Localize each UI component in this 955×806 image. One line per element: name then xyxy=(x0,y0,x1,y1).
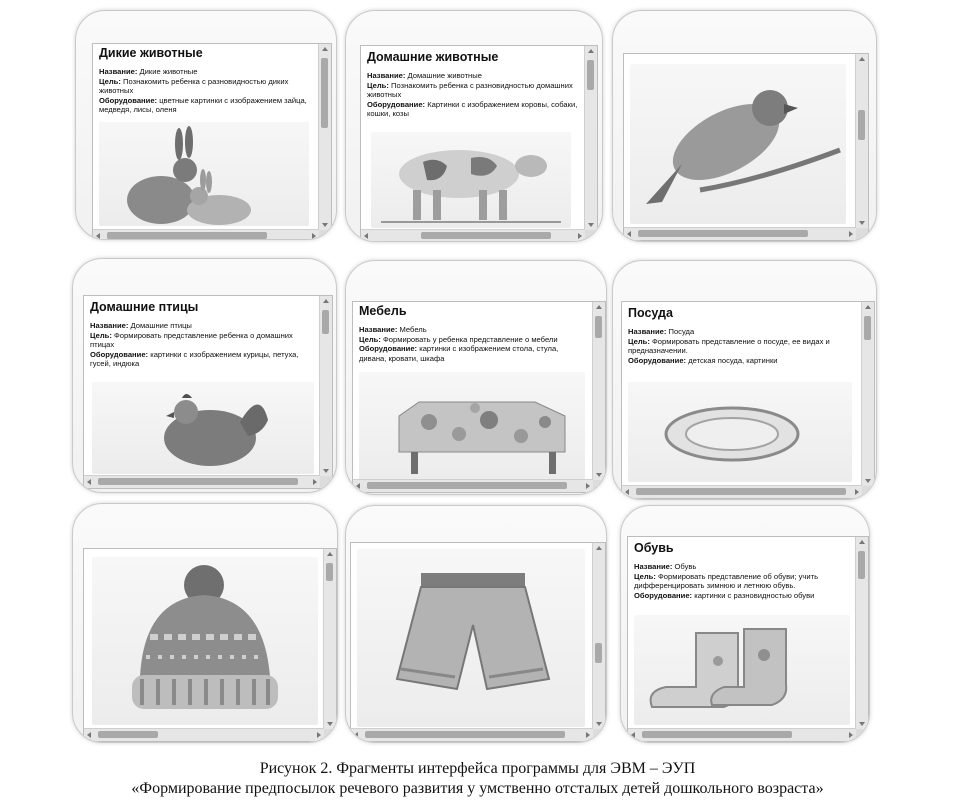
scroll-thumb[interactable] xyxy=(107,232,267,239)
felt-boots-picture xyxy=(634,615,850,725)
card-bird xyxy=(612,10,877,242)
vertical-scrollbar[interactable] xyxy=(584,46,597,230)
scroll-corner xyxy=(585,230,597,242)
cow-picture xyxy=(371,132,571,228)
equipment-line: Оборудование: картинки с разновидностью обуви xyxy=(634,590,815,600)
scroll-right-icon[interactable] xyxy=(586,732,590,738)
shorts-picture xyxy=(357,549,585,727)
equipment-line: Оборудование: Картинки с изображением коровы, собаки, кошки, козы xyxy=(367,99,578,119)
goal-line: Цель: Формировать представление о посуде, ее видах и предназначении. xyxy=(628,336,830,356)
card-window xyxy=(627,536,869,742)
scroll-thumb[interactable] xyxy=(322,310,329,334)
scroll-down-icon[interactable] xyxy=(859,221,865,225)
scroll-thumb[interactable] xyxy=(326,563,333,581)
card-window xyxy=(360,45,598,242)
scroll-right-icon[interactable] xyxy=(855,489,859,495)
rabbits-picture xyxy=(99,122,309,226)
scroll-thumb[interactable] xyxy=(642,731,792,738)
scroll-up-icon[interactable] xyxy=(322,47,328,51)
horizontal-scrollbar[interactable] xyxy=(84,728,324,741)
scroll-up-icon[interactable] xyxy=(859,540,865,544)
scroll-up-icon[interactable] xyxy=(327,552,333,556)
card-window xyxy=(92,43,332,240)
scroll-right-icon[interactable] xyxy=(586,483,590,489)
card-wild-animals xyxy=(75,10,337,240)
horizontal-scrollbar[interactable] xyxy=(84,475,320,488)
name-line: Название: Домашние животные xyxy=(367,71,482,80)
scroll-thumb[interactable] xyxy=(367,482,567,489)
figure-caption-line-1: Рисунок 2. Фрагменты интерфейса программы для ЭВМ – ЭУП xyxy=(259,760,696,777)
scroll-up-icon[interactable] xyxy=(865,305,871,309)
scroll-thumb[interactable] xyxy=(98,731,158,738)
card-window xyxy=(623,53,869,241)
card-title: Домашние животные xyxy=(367,50,499,64)
name-line: Название: Домашние птицы xyxy=(90,321,192,330)
card-window xyxy=(621,301,875,499)
scroll-thumb[interactable] xyxy=(421,232,551,239)
scroll-down-icon[interactable] xyxy=(323,469,329,473)
scroll-thumb[interactable] xyxy=(595,316,602,338)
equipment-line: Оборудование: картинки с изображением курицы, петуха, гусей, индюка xyxy=(90,349,299,369)
vertical-scrollbar[interactable] xyxy=(318,44,331,230)
scroll-up-icon[interactable] xyxy=(323,299,329,303)
horizontal-scrollbar[interactable] xyxy=(351,728,593,741)
card-window xyxy=(83,548,337,742)
vertical-scrollbar[interactable] xyxy=(855,54,868,228)
scroll-corner xyxy=(324,729,336,741)
scroll-left-icon[interactable] xyxy=(625,489,629,495)
vertical-scrollbar[interactable] xyxy=(592,302,605,480)
horizontal-scrollbar[interactable] xyxy=(624,227,856,240)
scroll-thumb[interactable] xyxy=(864,316,871,340)
card-window xyxy=(83,295,333,489)
horizontal-scrollbar[interactable] xyxy=(93,229,319,240)
card-domestic-animals xyxy=(345,10,603,242)
scroll-thumb[interactable] xyxy=(321,58,328,128)
card-footwear xyxy=(620,505,870,743)
scroll-left-icon[interactable] xyxy=(87,479,91,485)
vertical-scrollbar[interactable] xyxy=(592,543,605,729)
goal-line: Цель: Познакомить ребенка с разновидностью диких животных xyxy=(99,76,289,96)
card-furniture xyxy=(345,260,607,495)
equipment-line: Оборудование: цветные картинки с изображением зайца, медведя, лисы, оленя xyxy=(99,95,307,115)
scroll-left-icon[interactable] xyxy=(631,732,635,738)
scroll-left-icon[interactable] xyxy=(96,233,100,239)
vertical-scrollbar[interactable] xyxy=(323,549,336,729)
scroll-corner xyxy=(856,729,868,741)
card-title: Обувь xyxy=(634,541,674,555)
card-title: Дикие животные xyxy=(99,46,203,60)
horizontal-scrollbar[interactable] xyxy=(353,479,593,492)
card-poultry xyxy=(72,258,337,493)
vertical-scrollbar[interactable] xyxy=(319,296,332,476)
table-picture xyxy=(359,372,585,480)
scroll-corner xyxy=(593,480,605,492)
knitted-hat-picture xyxy=(92,557,318,725)
card-window xyxy=(350,542,606,742)
card-hat xyxy=(72,503,338,743)
scroll-corner xyxy=(856,228,868,240)
card-shorts xyxy=(345,505,607,743)
scroll-thumb[interactable] xyxy=(858,110,865,140)
name-line: Название: Мебель xyxy=(359,325,427,334)
horizontal-scrollbar[interactable] xyxy=(628,728,856,741)
scroll-corner xyxy=(862,486,874,498)
scroll-left-icon[interactable] xyxy=(356,483,360,489)
vertical-scrollbar[interactable] xyxy=(861,302,874,486)
card-title: Домашние птицы xyxy=(90,300,199,314)
horizontal-scrollbar[interactable] xyxy=(622,485,862,498)
sparrow-picture xyxy=(630,64,846,224)
name-line: Название: Дикие животные xyxy=(99,67,198,76)
scroll-up-icon[interactable] xyxy=(596,546,602,550)
name-line: Название: Обувь xyxy=(634,562,697,571)
scroll-down-icon[interactable] xyxy=(865,479,871,483)
scroll-thumb[interactable] xyxy=(98,478,298,485)
scroll-thumb[interactable] xyxy=(638,230,808,237)
figure-caption-line-2: «Формирование предпосылок речевого развития у умственно отсталых детей дошкольного возраста» xyxy=(131,780,824,797)
card-dishes xyxy=(612,260,877,500)
scroll-thumb[interactable] xyxy=(595,643,602,663)
scroll-left-icon[interactable] xyxy=(87,732,91,738)
scroll-up-icon[interactable] xyxy=(588,49,594,53)
scroll-right-icon[interactable] xyxy=(312,233,316,239)
goal-line: Цель: Формировать у ребенка представление о мебели xyxy=(359,334,558,344)
scroll-thumb[interactable] xyxy=(587,60,594,90)
scroll-up-icon[interactable] xyxy=(859,57,865,61)
name-line: Название: Посуда xyxy=(628,327,695,336)
scroll-right-icon[interactable] xyxy=(313,479,317,485)
scroll-down-icon[interactable] xyxy=(588,223,594,227)
scroll-up-icon[interactable] xyxy=(596,305,602,309)
scroll-down-icon[interactable] xyxy=(596,473,602,477)
scroll-thumb[interactable] xyxy=(636,488,846,495)
scroll-thumb[interactable] xyxy=(365,731,565,738)
scroll-right-icon[interactable] xyxy=(317,732,321,738)
scroll-left-icon[interactable] xyxy=(364,233,368,239)
scroll-corner xyxy=(593,729,605,741)
scroll-left-icon[interactable] xyxy=(627,231,631,237)
scroll-down-icon[interactable] xyxy=(322,223,328,227)
scroll-down-icon[interactable] xyxy=(596,722,602,726)
goal-line: Цель: Формировать представление ребенка о домашних птицах xyxy=(90,330,293,350)
scroll-right-icon[interactable] xyxy=(849,231,853,237)
plate-picture xyxy=(628,382,852,482)
scroll-thumb[interactable] xyxy=(858,551,865,579)
horizontal-scrollbar[interactable] xyxy=(361,229,585,242)
hen-picture xyxy=(92,382,314,474)
goal-line: Цель: Формировать представление об обуви; учить дифференцировать зимнюю и летнюю обувь. xyxy=(634,571,819,591)
vertical-scrollbar[interactable] xyxy=(855,537,868,729)
scroll-right-icon[interactable] xyxy=(578,233,582,239)
scroll-left-icon[interactable] xyxy=(354,732,358,738)
equipment-line: Оборудование: детская посуда, картинки xyxy=(628,355,778,365)
card-title: Посуда xyxy=(628,306,673,320)
goal-line: Цель: Познакомить ребенка с разновидностью домашних животных xyxy=(367,80,573,100)
scroll-right-icon[interactable] xyxy=(849,732,853,738)
equipment-line: Оборудование: картинки с изображением стола, стула, дивана, кровати, шкафа xyxy=(359,344,559,363)
card-title: Мебель xyxy=(359,304,407,318)
scroll-down-icon[interactable] xyxy=(327,722,333,726)
scroll-corner xyxy=(320,476,332,488)
scroll-corner xyxy=(319,230,331,240)
card-window xyxy=(352,301,606,493)
scroll-down-icon[interactable] xyxy=(859,722,865,726)
